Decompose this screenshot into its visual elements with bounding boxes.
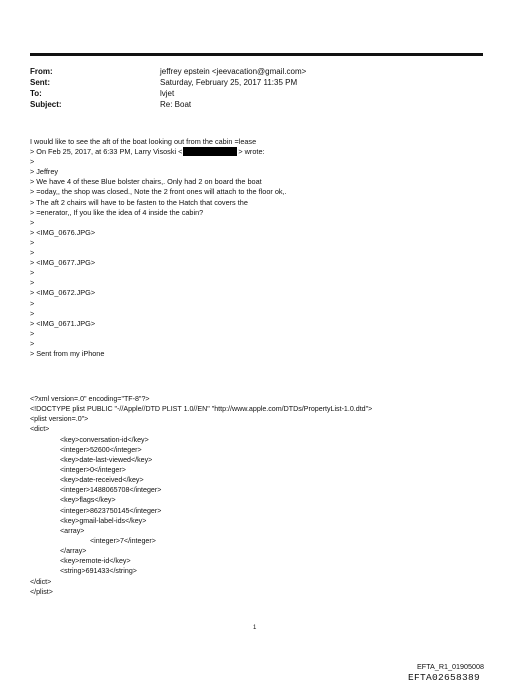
email-body bbox=[30, 137, 485, 359]
sent-value: Saturday, February 25, 2017 11:35 PM bbox=[160, 78, 298, 87]
attachment-line: > <IMG_0672.JPG> bbox=[30, 288, 96, 298]
xml-line: <dict> bbox=[30, 425, 50, 434]
xml-line: <key>gmail-label-ids</key> bbox=[60, 516, 147, 525]
bates-number-large: EFTA02658389 bbox=[408, 672, 481, 683]
sent-label: Sent: bbox=[30, 78, 50, 87]
xml-line: <key>remote-id</key> bbox=[60, 557, 131, 566]
xml-line: <key>conversation-id</key> bbox=[60, 435, 149, 444]
to-value: lvjet bbox=[160, 89, 175, 98]
quoted-header-line bbox=[30, 147, 485, 157]
header-rule bbox=[30, 53, 483, 56]
body-line: I would like to see the aft of the boat looking out from the cabin =lease bbox=[30, 137, 257, 146]
signature-line: > Sent from my iPhone bbox=[30, 348, 105, 358]
xml-line: <string>691433</string> bbox=[60, 567, 137, 576]
body-line: > bbox=[30, 308, 35, 318]
bates-number-small: EFTA_R1_01905008 bbox=[417, 662, 484, 671]
redaction-block bbox=[183, 147, 237, 156]
xml-line: </dict> bbox=[30, 577, 52, 586]
attachment-line: > <IMG_0676.JPG> bbox=[30, 227, 96, 237]
xml-line: <integer>52600</integer> bbox=[60, 445, 142, 454]
body-line: > bbox=[30, 268, 35, 278]
from-value: jeffrey epstein <jeevacation@gmail.com> bbox=[160, 67, 307, 76]
subject-value: Re: Boat bbox=[160, 100, 192, 109]
plist-metadata bbox=[30, 394, 490, 597]
xml-line: </array> bbox=[60, 547, 87, 556]
xml-line: </plist> bbox=[30, 587, 53, 596]
xml-line: <key>flags</key> bbox=[60, 496, 116, 505]
xml-line: <?xml version=.0" encoding="TF-8"?> bbox=[30, 395, 150, 403]
body-line: > We have 4 of these Blue bolster chairs,. Only had 2 on board the boat bbox=[30, 177, 262, 187]
body-line: > bbox=[30, 338, 35, 348]
xml-line: <key>date-received</key> bbox=[60, 476, 144, 485]
from-label: From: bbox=[30, 67, 53, 76]
body-line: > bbox=[30, 248, 35, 258]
attachment-line: > <IMG_0677.JPG> bbox=[30, 258, 96, 268]
body-line: > =enerator,, If you like the idea of 4 inside the cabin? bbox=[30, 207, 204, 217]
xml-line: <integer>7</integer> bbox=[90, 536, 156, 545]
body-line: > bbox=[30, 278, 35, 288]
attachment-line: > <IMG_0671.JPG> bbox=[30, 318, 96, 328]
body-line: > bbox=[30, 217, 35, 227]
xml-line: <integer>1488065708</integer> bbox=[60, 486, 162, 495]
subject-label: Subject: bbox=[30, 100, 62, 109]
xml-line: <array> bbox=[60, 526, 85, 535]
quoted-header-prefix: > On Feb 25, 2017, at 6:33 PM, Larry Visoski < bbox=[30, 147, 183, 157]
xml-line: <!DOCTYPE plist PUBLIC "-//Apple//DTD PLIST 1.0//EN" "http://www.apple.com/DTDs/PropertyList-1.0.dtd"> bbox=[30, 405, 373, 414]
body-line: > The aft 2 chairs will have to be fasten to the Hatch that covers the bbox=[30, 197, 248, 207]
page-number: 1 bbox=[253, 625, 257, 631]
body-line: > bbox=[30, 298, 35, 308]
body-line: > bbox=[30, 157, 35, 167]
xml-line: <plist version=.0"> bbox=[30, 415, 89, 424]
body-line: > bbox=[30, 328, 35, 338]
body-line: > bbox=[30, 237, 35, 247]
body-line: > =oday,, the shop was closed., Note the 2 front ones will attach to the floor ok,. bbox=[30, 187, 287, 197]
xml-line: <integer>0</integer> bbox=[60, 465, 126, 474]
to-label: To: bbox=[30, 89, 42, 98]
xml-line: <integer>8623750145</integer> bbox=[60, 506, 162, 515]
xml-line: <key>date-last-viewed</key> bbox=[60, 455, 153, 464]
body-line: > Jeffrey bbox=[30, 167, 59, 177]
quoted-header-suffix: > wrote: bbox=[238, 147, 265, 157]
